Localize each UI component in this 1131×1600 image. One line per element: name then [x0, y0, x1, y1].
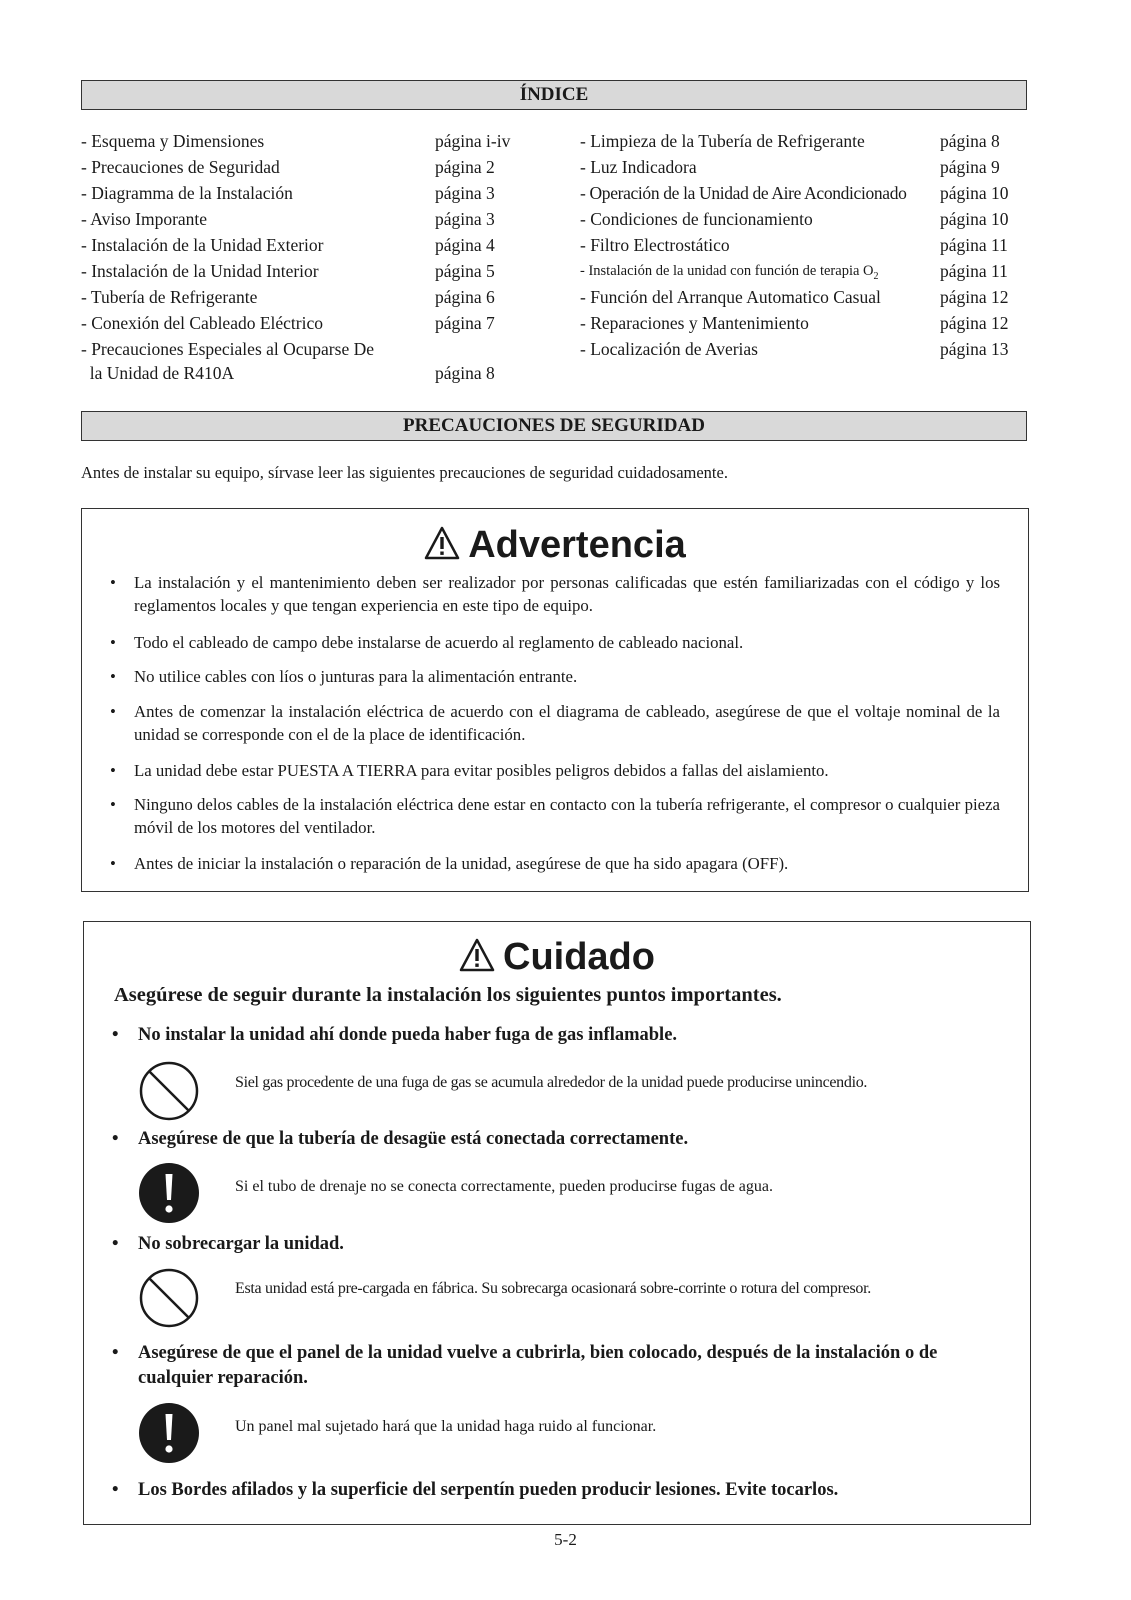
caution-triangle-icon [459, 938, 495, 972]
toc-entry[interactable]: la Unidad de R410A página 8 [81, 363, 495, 383]
toc-entry[interactable]: - Función del Arranque Automatico Casual página 12 [580, 287, 1009, 307]
toc-entry[interactable]: - Instalación de la Unidad Exterior página 4 [81, 235, 495, 255]
toc-entry[interactable]: - Esquema y Dimensiones página i-iv [81, 131, 511, 151]
caution-item: • No instalar la unidad ahí donde pueda haber fuga de gas inflamable. [112, 1025, 678, 1045]
toc-entry[interactable]: - Localización de Averias página 13 [580, 339, 1009, 359]
toc-entry[interactable]: - Filtro Electrostático página 11 [580, 235, 1008, 255]
warning-item: • La unidad debe estar PUESTA A TIERRA para evitar posibles peligros debidos a fallas del aislamiento. [110, 761, 829, 780]
toc-entry[interactable]: - Limpieza de la Tubería de Refrigerante página 8 [580, 131, 1000, 151]
safety-intro: Antes de instalar su equipo, sírvase leer las siguientes precauciones de seguridad cuidadosamente. [81, 463, 728, 482]
caution-note: Si el tubo de drenaje no se conecta correctamente, pueden producirse fugas de agua. [235, 1178, 773, 1195]
warning-item: • Antes de comenzar la instalación eléctrica de acuerdo con el diagrama de cableado, asegúrese de que el voltaje nominal de la unidad se corresponde con el de la place de identificación. [110, 702, 1000, 744]
warning-box [81, 508, 1029, 892]
mandatory-icon [138, 1402, 200, 1464]
toc-entry[interactable]: - Diagramma de la Instalación página 3 [81, 183, 495, 203]
toc-header: ÍNDICE [81, 80, 1027, 110]
toc-entry[interactable]: - Precauciones Especiales al Ocuparse De [81, 339, 374, 359]
mandatory-icon [138, 1162, 200, 1224]
toc-entry[interactable]: - Condiciones de funcionamiento página 10 [580, 209, 1009, 229]
toc-entry[interactable]: - Precauciones de Seguridad página 2 [81, 157, 495, 177]
caution-note: Esta unidad está pre-cargada en fábrica. Su sobrecarga ocasionará sobre-corrinte o rotura del compresor. [235, 1280, 871, 1297]
caution-box [83, 921, 1031, 1525]
page-number: 5-2 [554, 1530, 577, 1549]
caution-item: • Los Bordes afilados y la superficie del serpentín pueden producir lesiones. Evite tocarlos. [112, 1480, 839, 1500]
warning-item: • La instalación y el mantenimiento deben ser realizador por personas calificadas que estén familiarizadas con el código y los reglamentos locales y que tengan experiencia en este tipo de equipo. [110, 573, 1000, 615]
toc-entry[interactable]: - Reparaciones y Mantenimiento página 12 [580, 313, 1009, 333]
safety-header: PRECAUCIONES DE SEGURIDAD [81, 411, 1027, 441]
caution-item: • Asegúrese de que la tubería de desagüe está conectada correctamente. [112, 1129, 689, 1149]
toc-entry[interactable]: - Instalación de la unidad con función de terapia $O_2$ página 11 [580, 261, 1008, 282]
toc-entry[interactable]: - Operación de la Unidad de Aire Acondicionado página 10 [580, 183, 1009, 203]
prohibition-icon [138, 1060, 200, 1122]
warning-item: • Antes de iniciar la instalación o reparación de la unidad, asegúrese de que ha sido apagara (OFF). [110, 854, 789, 873]
warning-item: • Todo el cableado de campo debe instalarse de acuerdo al reglamento de cableado nacional. [110, 633, 744, 652]
caution-note: Siel gas procedente de una fuga de gas se acumula alrededor de la unidad puede producirse unincendio. [235, 1074, 868, 1091]
prohibition-icon [138, 1267, 200, 1329]
toc-entry[interactable]: - Tubería de Refrigerante página 6 [81, 287, 495, 307]
toc-entry[interactable]: - Aviso Imporante página 3 [81, 209, 495, 229]
caution-note: Un panel mal sujetado hará que la unidad haga ruido al funcionar. [235, 1418, 657, 1435]
toc-entry[interactable]: - Instalación de la Unidad Interior página 5 [81, 261, 495, 281]
warning-item: • Ninguno delos cables de la instalación eléctrica dene estar en contacto con la tubería refrigerante, el compresor o cualquier pieza móvil de los motores del ventilador. [110, 795, 1000, 837]
caution-lead: Asegúrese de seguir durante la instalación los siguientes puntos importantes. [114, 984, 782, 1006]
warning-triangle-icon [424, 526, 460, 560]
toc-entry[interactable]: - Conexión del Cableado Eléctrico página 7 [81, 313, 495, 333]
caution-item: • No sobrecargar la unidad. [112, 1234, 344, 1254]
toc-entry[interactable]: - Luz Indicadora página 9 [580, 157, 1000, 177]
warning-title: Advertencia [82, 523, 1028, 567]
warning-item: • No utilice cables con líos o junturas para la alimentación entrante. [110, 667, 578, 686]
caution-item: • Asegúrese de que el panel de la unidad vuelve a cubrirla, bien colocado, después de la instalación o de cualquier reparación. [112, 1343, 938, 1388]
caution-title: Cuidado [84, 935, 1030, 979]
